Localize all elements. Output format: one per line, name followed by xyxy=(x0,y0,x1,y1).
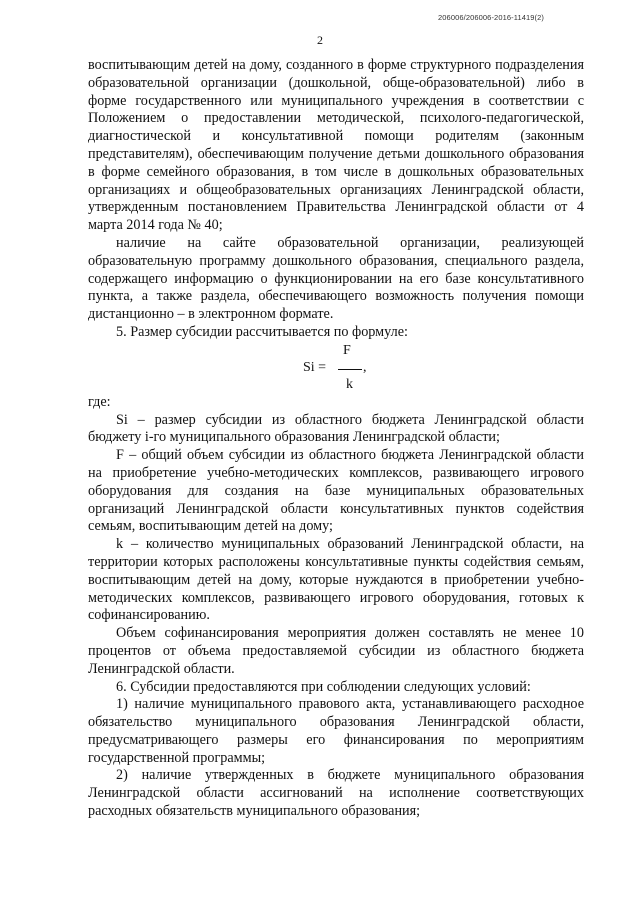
formula-numerator: F xyxy=(343,342,351,358)
subsidy-formula xyxy=(88,342,584,394)
paragraph-section-5-intro: 5. Размер субсидии рассчитывается по формуле: xyxy=(116,323,408,340)
document-body xyxy=(88,57,584,821)
fraction-bar xyxy=(338,369,362,370)
formula-trailing: , xyxy=(363,359,367,375)
formula-denominator: k xyxy=(346,376,353,392)
where-label: где: xyxy=(88,393,111,410)
formula-lhs: Si = xyxy=(303,359,327,375)
document-code: 206006/206006-2016-11419(2) xyxy=(438,13,544,22)
paragraph-website-requirement: наличие на сайте образовательной организации, реализующей образовательную программу дошкольного образования, специального раздела, содержащего информацию о функционировании на его базе консультативного пункта, а также раздела, обеспечивающего возможность получения помощи дистанционно – в электронном формате. xyxy=(88,234,584,323)
definition-f: F – общий объем субсидии из областного бюджета Ленинградской области на приобретение учебно-методических комплексов, развивающего игрового оборудования для создания на базе муниципальных образовательных организаций Ленинградской области консультативных пунктов содействия семьям, воспитывающим детей на дому; xyxy=(88,447,584,535)
page-number: 2 xyxy=(317,33,323,47)
section-6-intro: 6. Субсидии предоставляются при соблюдении следующих условий: xyxy=(116,678,531,695)
paragraph-cofinancing: Объем софинансирования мероприятия должен составлять не менее 10 процентов от объема предоставляемой субсидии из областного бюджета Ленинградской области. xyxy=(88,625,584,677)
definition-si: Si – размер субсидии из областного бюджета Ленинградской области бюджету i-го муниципального образования Ленинградской области; xyxy=(88,411,584,446)
condition-item-1: 1) наличие муниципального правового акта, устанавливающего расходное обязательство муниципального образования Ленинградской области, предусматривающего размеры его финансирования по мероприятиям государственной программы; xyxy=(88,696,584,766)
paragraph-continuation: воспитывающим детей на дому, созданного в форме структурного подразделения образовательной организации (дошкольной, обще-образовательной) либо в форме государственного или муниципального учреждения в соответствии с Положением о предоставлении методической, психолого-педагогической, диагностической и консультативной помощи родителям (законным представителям), обеспечивающим получение детьми дошкольного образования в форме семейного образования, в том числе в дошкольных образовательных организациях и общеобразовательных организациях Ленинградской области, утвержденным постановлением Правительства Ленинградской области от 4 марта 2014 года № 40; xyxy=(88,57,584,234)
condition-item-2: 2) наличие утвержденных в бюджете муниципального образования Ленинградской области ассигнований на исполнение соответствующих расходных обязательств муниципального образования; xyxy=(88,767,584,820)
definition-k: k – количество муниципальных образований Ленинградской области, на территории которых расположены консультативные пункты содействия семьям, воспитывающим детей на дому, которые нуждаются в приобретении учебно-методических комплексов, развивающего игрового оборудования, готовых к софинансированию. xyxy=(88,536,584,624)
